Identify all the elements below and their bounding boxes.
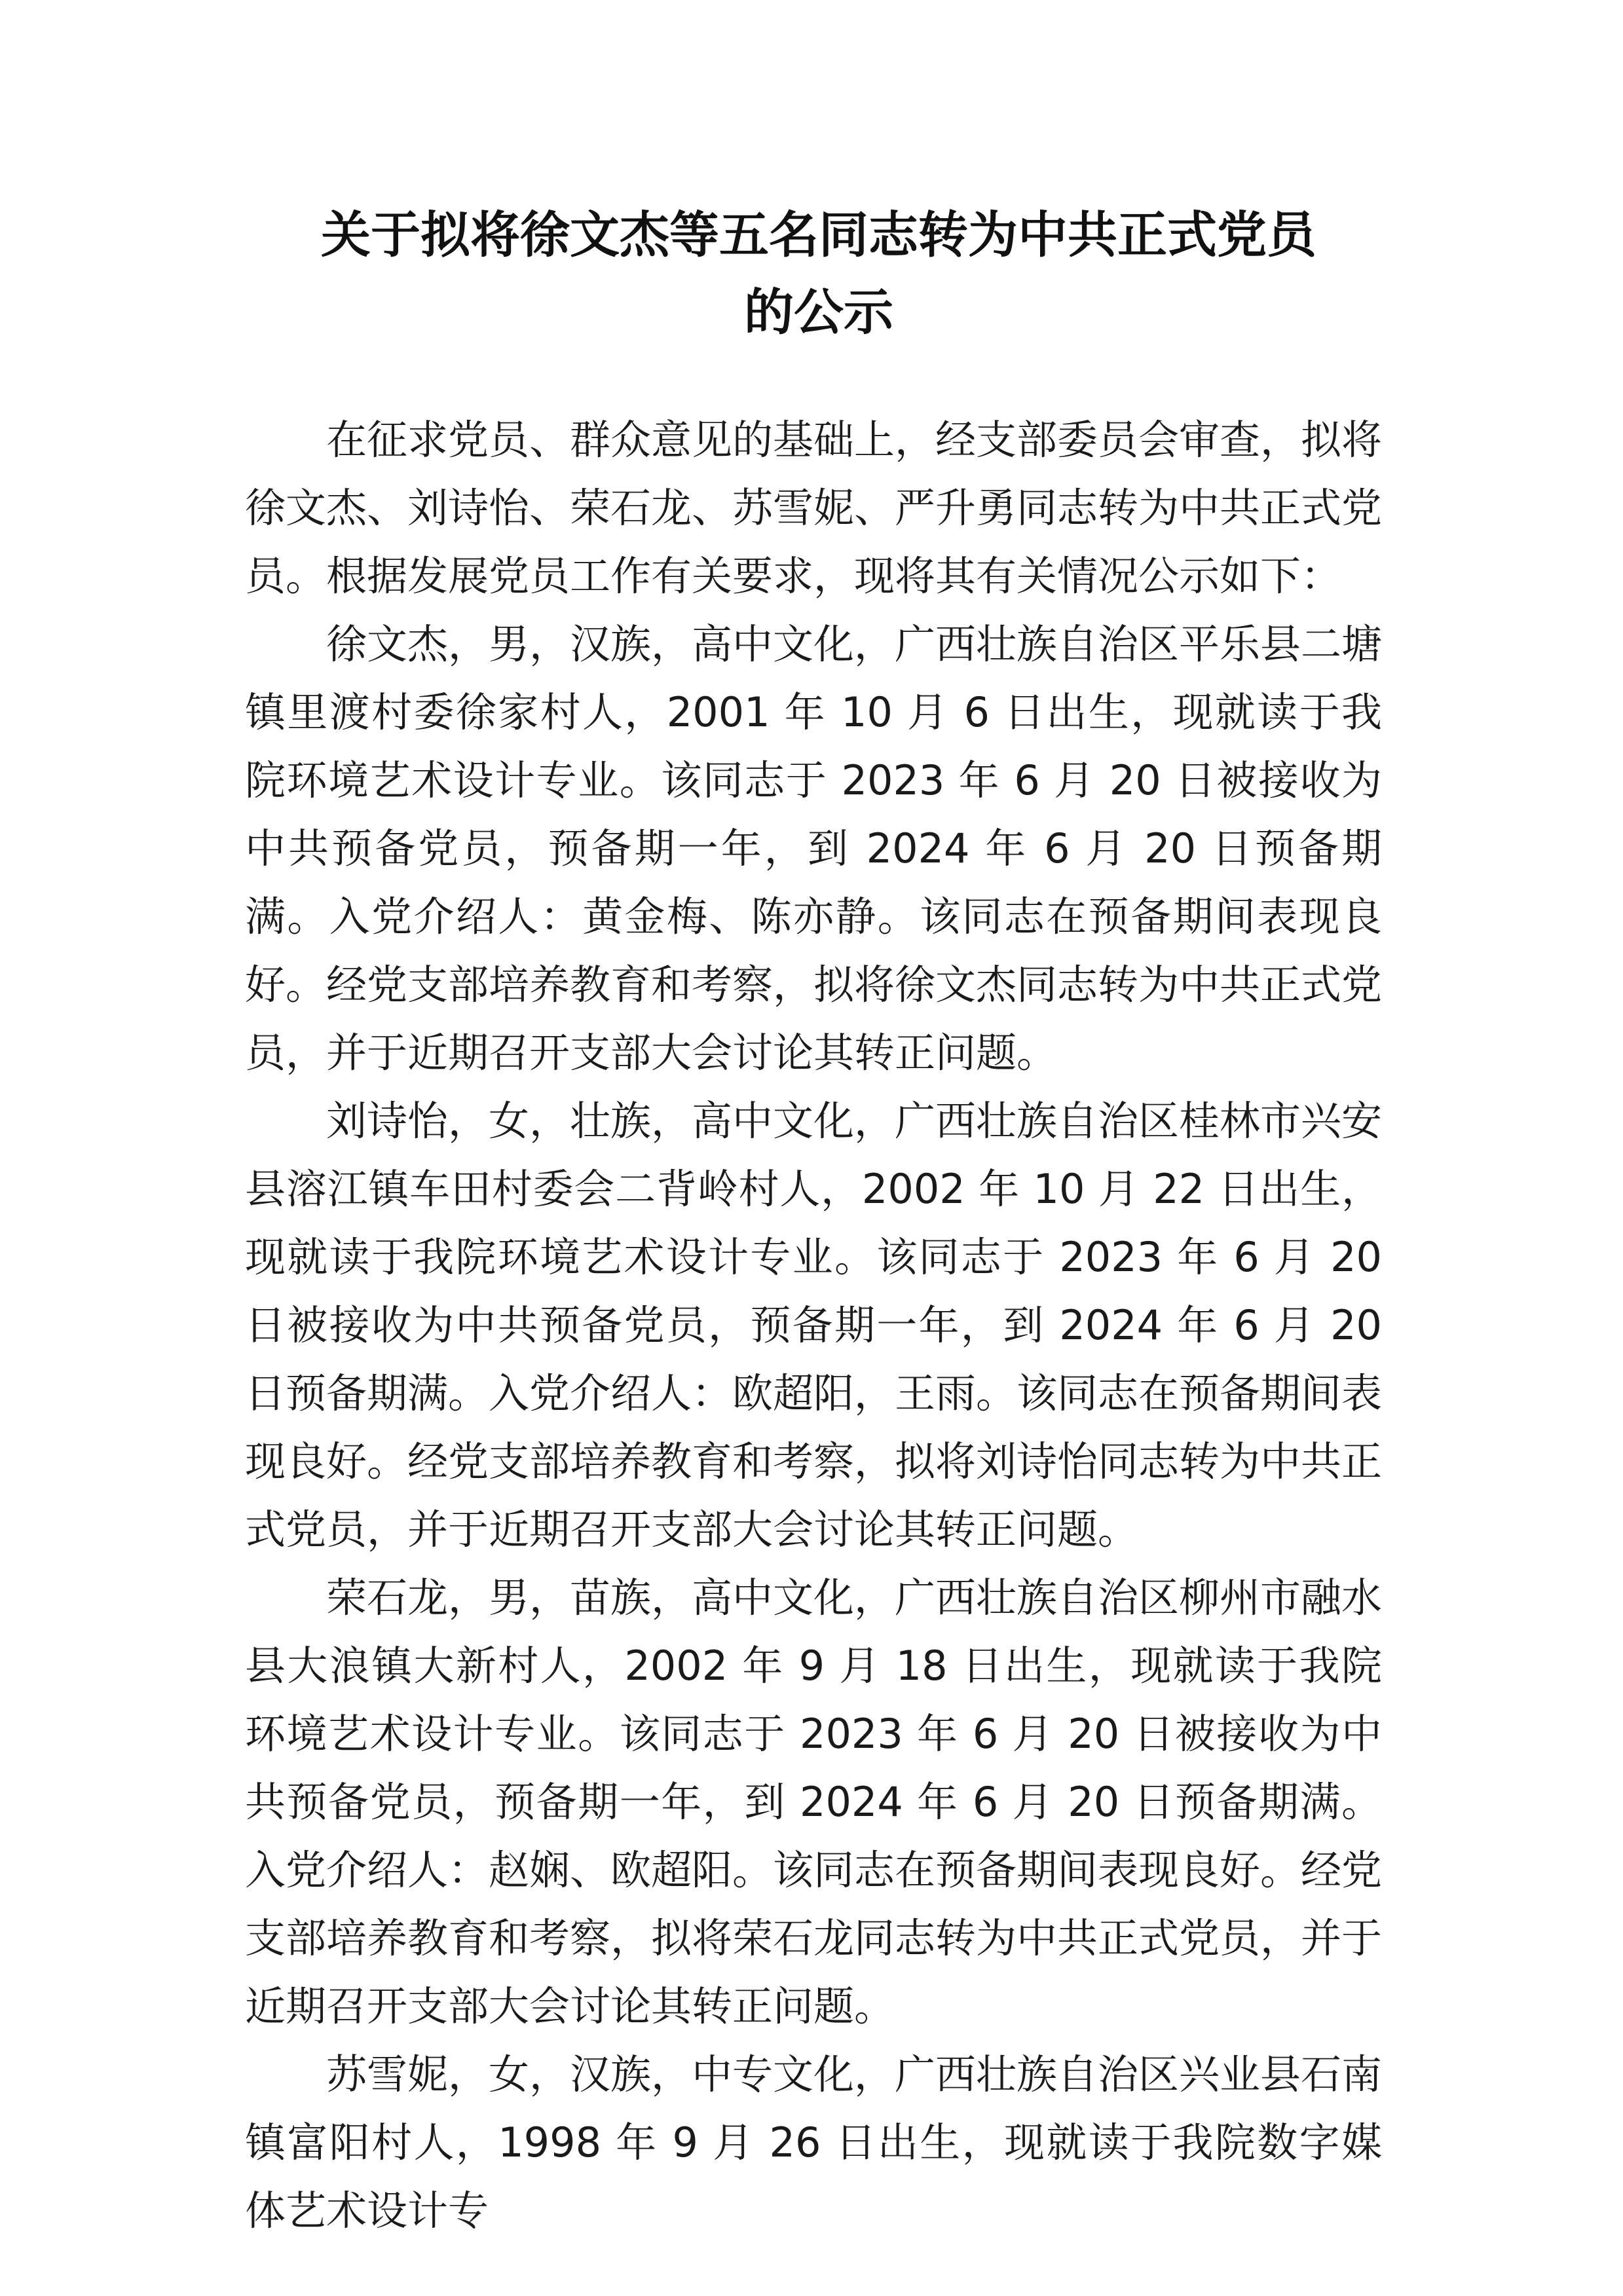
paragraph-su-xueni: 苏雪妮，女，汉族，中专文化，广西壮族自治区兴业县石南镇富阳村人，1998 年 9 月 26 日出生，现就读于我院数字媒体艺术设计专 [245,2050,1383,2234]
paragraph-xu-wenjie: 徐文杰，男，汉族，高中文化，广西壮族自治区平乐县二塘镇里渡村委徐家村人，2001 年 10 月 6 日出生，现就读于我院环境艺术设计专业。该同志于 2023 年 6 月 20 日被接收为中共预备党员，预备期一年，到 2024 年 6 月 20 日预备期满。入党介绍人：黄金梅、陈亦静。该同志在预备期间表现良好。经党支部培养教育和考察，拟将徐文杰同志转为中共正式党员，并于近期召开支部大会讨论其转正问题。 [245,620,1383,1077]
paragraph-liu-shiyi: 刘诗怡，女，壮族，高中文化，广西壮族自治区桂林市兴安县溶江镇车田村委会二背岭村人，2002 年 10 月 22 日出生，现就读于我院环境艺术设计专业。该同志于 2023 年 6 月 20 日被接收为中共预备党员，预备期一年，到 2024 年 6 月 20 日预备期满。入党介绍人：欧超阳，王雨。该同志在预备期间表现良好。经党支部培养教育和考察，拟将刘诗怡同志转为中共正式党员，并于近期召开支部大会讨论其转正问题。 [245,1097,1383,1553]
title-line-2: 的公示 [744,283,893,341]
document-body [245,406,1382,2245]
paragraph-rong-shilong: 荣石龙，男，苗族，高中文化，广西壮族自治区柳州市融水县大浪镇大新村人，2002 年 9 月 18 日出生，现就读于我院环境艺术设计专业。该同志于 2023 年 6 月 20 日被接收为中共预备党员，预备期一年，到 2024 年 6 月 20 日预备期满。入党介绍人：赵娴、欧超阳。该同志在预备期间表现良好。经党支部培养教育和考察，拟将荣石龙同志转为中共正式党员，并于近期召开支部大会讨论其转正问题。 [245,1574,1383,2030]
intro-paragraph: 在征求党员、群众意见的基础上，经支部委员会审查，拟将徐文杰、刘诗怡、荣石龙、苏雪妮、严升勇同志转为中共正式党员。根据发展党员工作有关要求，现将其有关情况公示如下： [245,416,1383,600]
document-title [249,196,1389,351]
title-line-1: 关于拟将徐文杰等五名同志转为中共正式党员 [321,206,1316,264]
